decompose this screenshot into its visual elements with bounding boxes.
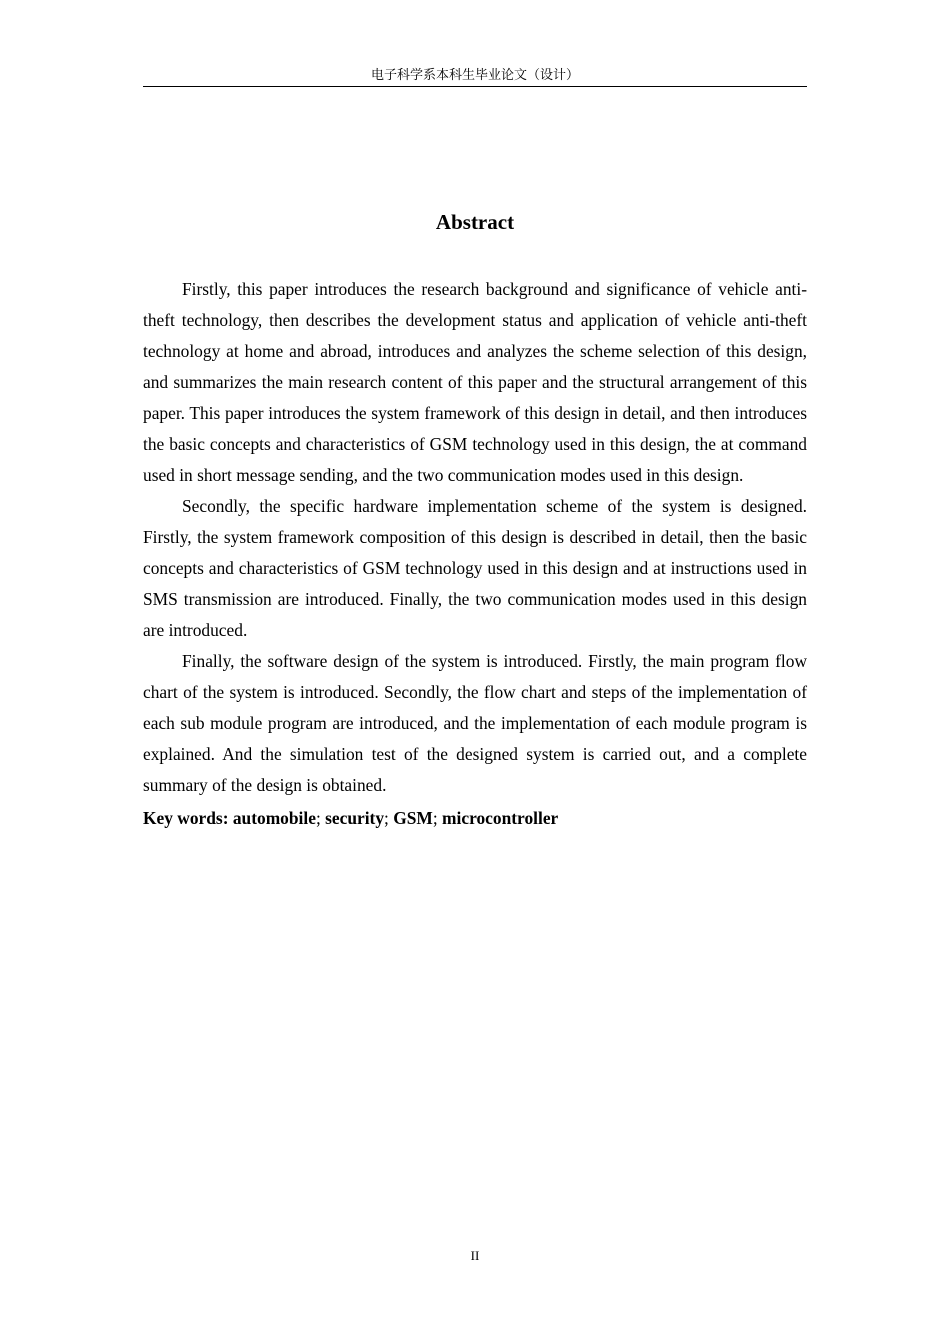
keywords-line (143, 801, 807, 834)
keyword-separator: ; (384, 808, 394, 828)
keyword-4: microcontroller (442, 808, 559, 828)
keyword-1: automobile (232, 808, 316, 828)
page-number: II (470, 1248, 480, 1263)
page-header: 电子科学系本科生毕业论文（设计） (143, 66, 807, 87)
keyword-separator: ; (315, 808, 326, 828)
abstract-paragraph-3: Finally, the software design of the system is introduced. Firstly, the main program flow chart of the system is introduced. Secondly, the flow chart and steps of the implementation of each sub module program are introduced, and the implementation of each module program is explained. And the simulation test of the designed system is carried out, and a complete summary of the design is obtained. (143, 651, 807, 795)
abstract-title: Abstract (435, 210, 515, 234)
keywords-label: Key words: (143, 808, 233, 828)
abstract-paragraph-2: Secondly, the specific hardware implementation scheme of the system is designed. Firstly, the system framework composition of this design is described in detail, then the basic concepts and characteristics of GSM technology used in this design and at instructions used in SMS transmission are introduced. Finally, the two communication modes used in this design are introduced. (143, 496, 807, 640)
keyword-2: security (325, 808, 385, 828)
abstract-body (143, 274, 807, 834)
keyword-3: GSM (393, 808, 433, 828)
abstract-paragraph-1: Firstly, this paper introduces the research background and significance of vehicle anti-theft technology, then describes the development status and application of vehicle anti-theft technology at home and abroad, introduces and analyzes the scheme selection of this design, and summarizes the main research content of this paper and the structural arrangement of this paper. This paper introduces the system framework of this design in detail, and then introduces the basic concepts and characteristics of GSM technology used in this design, the at command used in short message sending, and the two communication modes used in this design. (143, 279, 807, 485)
keyword-separator: ; (432, 808, 443, 828)
